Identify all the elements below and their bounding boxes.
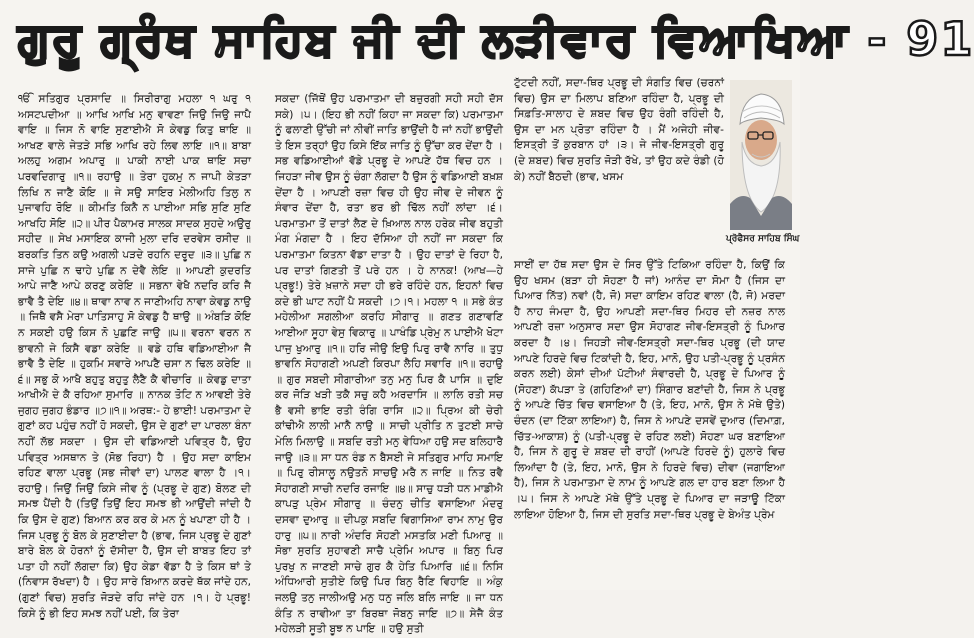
text-column-3-lower [514,258,785,590]
author-photo [730,80,792,230]
column-3-bottom-text: ਸਾਈਂ ਦਾ ਹੱਥ ਸਦਾ ਉਸ ਦੇ ਸਿਰ ਉੱਤੇ ਟਿਕਿਆ ਰਹਿੰਦਾ ਹੈ, ਕਿਉਂ ਕਿ ਉਹ ਖਸਮ (ਬੜਾ ਹੀ ਸੋਹਣਾ ਹੈ ਜਾਂ) ਆਨੰਦ ਦਾ ਸੋਮਾ ਹੈ (ਜਿਸ ਦਾ ਪਿਆਰ ਨਿੱਤ) ਨਵਾਂ (ਹੈ, ਜੋ) ਸਦਾ ਕਾਇਮ ਰਹਿਣ ਵਾਲਾ (ਹੈ, ਜੋ) ਮਰਦਾ ਹੈ ਨਾਹ ਜੰਮਦਾ ਹੈ, ਉਹ ਆਪਣੀ ਸਦਾ-ਥਿਰ ਮਿਹਰ ਦੀ ਨਜ਼ਰ ਨਾਲ ਆਪਣੀ ਰਜ਼ਾ ਅਨੁਸਾਰ ਸਦਾ ਉਸ ਸੋਹਾਗਣ ਜੀਵ-ਇਸਤ੍ਰੀ ਨੂੰ ਪਿਆਰ ਕਰਦਾ ਹੈ ।੪। ਜਿਹੜੀ ਜੀਵ-ਇਸਤ੍ਰੀ ਸਦਾ-ਥਿਰ ਪ੍ਰਭੂ (ਦੀ ਯਾਦ ਆਪਣੇ ਹਿਰਦੇ ਵਿਚ ਟਿਕਾਂਦੀ ਹੈ, ਇਹ, ਮਾਨੋ, ਉਹ ਪਤੀ-ਪ੍ਰਭੂ ਨੂੰ ਪ੍ਰਸੰਨ ਕਰਨ ਲਈ) ਕੇਸਾਂ ਦੀਆਂ ਪੱਟੀਆਂ ਸੰਵਾਰਦੀ ਹੈ, ਪ੍ਰਭੂ ਦੇ ਪਿਆਰ ਨੂੰ (ਸੋਹਣਾ) ਕੱਪੜਾ ਤੇ (ਗਹਿਣਿਆਂ ਦਾ) ਸਿੰਗਾਰ ਬਣਾਂਦੀ ਹੈ, ਜਿਸ ਨੇ ਪ੍ਰਭੂ ਨੂੰ ਆਪਣੇ ਚਿੱਤ ਵਿਚ ਵਸਾਇਆ ਹੈ (ਤੇ, ਇਹ, ਮਾਨੋ, ਉਸ ਨੇ ਮੱਥੇ ਉਤੇ) ਚੰਦਨ (ਦਾ ਟਿੱਕਾ ਲਾਇਆ) ਹੈ, ਜਿਸ ਨੇ ਆਪਣੇ ਦਸਵੇਂ ਦੁਆਰ (ਦਿਮਾਗ਼, ਚਿੱਤ-ਆਕਾਸ਼) ਨੂੰ (ਪਤੀ-ਪ੍ਰਭੂ ਦੇ ਰਹਿਣ ਲਈ) ਸੋਹਣਾ ਘਰ ਬਣਾਇਆ ਹੈ, ਜਿਸ ਨੇ ਗੁਰੂ ਦੇ ਸ਼ਬਦ ਦੀ ਰਾਹੀਂ (ਆਪਣੇ ਹਿਰਦੇ ਨੂੰ) ਹੁਲਾਰੇ ਵਿਚ ਲਿਆਂਦਾ ਹੈ (ਤੇ, ਇਹ, ਮਾਨੋ, ਉਸ ਨੇ ਹਿਰਦੇ ਵਿਚ) ਦੀਵਾ (ਜਗਾਇਆ ਹੈ), ਜਿਸ ਨੇ ਪਰਮਾਤਮਾ ਦੇ ਨਾਮ ਨੂੰ ਆਪਣੇ ਗਲ ਦਾ ਹਾਰ ਬਣਾ ਲਿਆ ਹੈ ।੫। ਜਿਸ ਨੇ ਆਪਣੇ ਮੱਥੇ ਉੱਤੇ ਪ੍ਰਭੂ ਦੇ ਪਿਆਰ ਦਾ ਜੜਾਊ ਟਿੱਕਾ ਲਾਇਆ ਹੋਇਆ ਹੈ, ਜਿਸ ਦੀ ਸੁਰਤਿ ਸਦਾ-ਥਿਰ ਪ੍ਰਭੂ ਦੇ ਬੇਅੰਤ ਪ੍ਰੇਮ [514,259,785,521]
column-1-text: ੴ ਸਤਿਗੁਰ ਪ੍ਰਸਾਦਿ ॥ ਸਿਰੀਰਾਗੁ ਮਹਲਾ ੧ ਘਰੁ ੧ ਅਸਟਪਦੀਆ ॥ ਆਖਿ ਆਖਿ ਮਨੁ ਵਾਵਣਾ ਜਿਉ ਜਿਉ ਜਾਪੈ ਵਾਇ ॥ ਜਿਸ ਨੋ ਵਾਇ ਸੁਣਾਈਐ ਸੋ ਕੇਵਡੁ ਕਿਤੁ ਥਾਇ ॥ ਆਖਣ ਵਾਲੇ ਜੇਤੜੇ ਸਭਿ ਆਖਿ ਰਹੇ ਲਿਵ ਲਾਇ ॥੧॥ ਬਾਬਾ ਅਲਹੁ ਅਗਮ ਅਪਾਰੁ ॥ ਪਾਕੀ ਨਾਈ ਪਾਕ ਥਾਇ ਸਚਾ ਪਰਵਦਿਗਾਰੁ ॥੧॥ ਰਹਾਉ ॥ ਤੇਰਾ ਹੁਕਮੁ ਨ ਜਾਪੀ ਕੇਤੜਾ ਲਿਖਿ ਨ ਜਾਣੈ ਕੋਇ ॥ ਜੇ ਸਉ ਸਾਇਰ ਮੇਲੀਅਹਿ ਤਿਲੁ ਨ ਪੁਜਾਵਹਿ ਰੋਇ ॥ ਕੀਮਤਿ ਕਿਨੈ ਨ ਪਾਈਆ ਸਭਿ ਸੁਣਿ ਸੁਣਿ ਆਖਹਿ ਸੋਇ ॥੨॥ ਪੀਰ ਪੈਕਾਮਰ ਸਾਲਕ ਸਾਦਕ ਸੁਹਦੇ ਅਉਰੁ ਸਹੀਦ ॥ ਸੇਖ ਮਸਾਇਕ ਕਾਜੀ ਮੁਲਾ ਦਰਿ ਦਰਵੇਸ ਰਸੀਦ ॥ ਬਰਕਤਿ ਤਿਨ ਕਉ ਅਗਲੀ ਪੜਦੇ ਰਹਨਿ ਦਰੂਦ ॥੩॥ ਪੁਛਿ ਨ ਸਾਜੇ ਪੁਛਿ ਨ ਢਾਹੇ ਪੁਛਿ ਨ ਦੇਵੈ ਲੇਇ ॥ ਆਪਣੀ ਕੁਦਰਤਿ ਆਪੇ ਜਾਣੈ ਆਪੇ ਕਰਣੁ ਕਰੇਇ ॥ ਸਭਨਾ ਵੇਖੈ ਨਦਰਿ ਕਰਿ ਜੈ ਭਾਵੈ ਤੈ ਦੇਇ ॥੪॥ ਥਾਵਾ ਨਾਵ ਨ ਜਾਣੀਅਹਿ ਨਾਵਾ ਕੇਵਡੁ ਨਾਉ ॥ ਜਿਥੈ ਵਸੈ ਮੇਰਾ ਪਾਤਿਸਾਹੁ ਸੋ ਕੇਵਡੁ ਹੈ ਥਾਉ ॥ ਅੰਬੜਿ ਕੋਇ ਨ ਸਕਈ ਹਉ ਕਿਸ ਨੋ ਪੁਛਣਿ ਜਾਉ ॥੫॥ ਵਰਨਾ ਵਰਨ ਨ ਭਾਵਨੀ ਜੇ ਕਿਸੈ ਵਡਾ ਕਰੇਇ ॥ ਵਡੇ ਹਥਿ ਵਡਿਆਈਆ ਜੈ ਭਾਵੈ ਤੈ ਦੇਇ ॥ ਹੁਕਮਿ ਸਵਾਰੇ ਆਪਣੈ ਚਸਾ ਨ ਢਿਲ ਕਰੇਇ ॥੬॥ ਸਭੁ ਕੋ ਆਖੈ ਬਹੁਤੁ ਬਹੁਤੁ ਲੈਣੈ ਕੈ ਵੀਚਾਰਿ ॥ ਕੇਵਡੁ ਦਾਤਾ ਆਖੀਐ ਦੇ ਕੈ ਰਹਿਆ ਸੁਮਾਰਿ ॥ ਨਾਨਕ ਤੋਟਿ ਨ ਆਵਈ ਤੇਰੇ ਜੁਗਹ ਜੁਗਹ ਭੰਡਾਰ ॥੭॥੧॥ ਅਰਥ:- ਹੇ ਭਾਈ! ਪਰਮਾਤਮਾ ਦੇ ਗੁਣਾਂ ਕਹ ਪਹੁੰਚ ਨਹੀਂ ਹੋ ਸਕਦੀ, ਉਸ ਦੇ ਗੁਣਾਂ ਦਾ ਪਾਰਲਾ ਬੰਨਾ ਨਹੀਂ ਲੱਭ ਸਕਦਾ । ਉਸ ਦੀ ਵਡਿਆਈ ਪਵਿਤ੍ਰ ਹੈ, ਉਹ ਪਵਿਤ੍ਰ ਅਸਥਾਨ ਤੇ (ਸੋਭ ਰਿਹਾ) ਹੈ । ਉਹ ਸਦਾ ਕਾਇਮ ਰਹਿਣ ਵਾਲਾ ਪ੍ਰਭੂ (ਸਭ ਜੀਵਾਂ ਦਾ) ਪਾਲਣ ਵਾਲਾ ਹੈ ।੧।ਰਹਾਉ। ਜਿਉਂ ਜਿਉਂ ਕਿਸੇ ਜੀਵ ਨੂੰ (ਪ੍ਰਭੂ ਦੇ ਗੁਣ) ਬੋਲਣ ਦੀ ਸਮਝ ਪੈਂਦੀ ਹੈ (ਤਿਉਂ ਤਿਉਂ ਇਹ ਸਮਝ ਭੀ ਆਉਂਦੀ ਜਾਂਦੀ ਹੈ ਕਿ ਉਸ ਦੇ ਗੁਣ) ਬਿਆਨ ਕਰ ਕਰ ਕੇ ਮਨ ਨੂੰ ਖਪਾਣਾ ਹੀ ਹੈ । ਜਿਸ ਪ੍ਰਭੂ ਨੂੰ ਬੋਲ ਕੇ ਸੁਣਾਈਦਾ ਹੈ (ਭਾਵ, ਜਿਸ ਪ੍ਰਭੂ ਦੇ ਗੁਣਾਂ ਬਾਰੇ ਬੋਲ ਕੇ ਹੋਰਨਾਂ ਨੂੰ ਦੱਸੀਦਾ ਹੈ, ਉਸ ਦੀ ਬਾਬਤ ਇਹ ਤਾਂ ਪਤਾ ਹੀ ਨਹੀਂ ਲੱਗਦਾ ਕਿ) ਉਹ ਕੇਡਾ ਵੱਡਾ ਹੈ ਤੇ ਕਿਸ ਥਾਂ ਤੇ (ਨਿਵਾਸ ਰੱਖਦਾ) ਹੈ । ਉਹ ਸਾਰੇ ਬਿਆਨ ਕਰਦੇ ਥੱਕ ਜਾਂਦੇ ਹਨ, (ਗੁਣਾਂ ਵਿਚ) ਸੁਰਤਿ ਜੋੜਦੇ ਰਹਿ ਜਾਂਦੇ ਹਨ ।੧। ਹੇ ਪ੍ਰਭੂ! ਕਿਸੇ ਨੂੰ ਭੀ ਇਹ ਸਮਝ ਨਹੀਂ ਪਈ, ਕਿ ਤੇਰਾ [18,93,251,620]
page-title: ਗੁਰੂ ਗ੍ਰੰਥ ਸਾਹਿਬ ਜੀ ਦੀ ਲੜੀਵਾਰ ਵਿਆਖਿਆ - 91 [18,12,974,66]
author-portrait-icon [730,80,792,230]
column-2-text: ਸਕਦਾ (ਜਿੱਥੋਂ ਉਹ ਪਰਮਾਤਮਾ ਦੀ ਬਜ਼ੁਰਗੀ ਸਹੀ ਸਹੀ ਦੱਸ ਸਕੇ) ।੫। (ਇਹ ਭੀ ਨਹੀਂ ਕਿਹਾ ਜਾ ਸਕਦਾ ਕਿ) ਪਰਮਾਤਮਾ ਨੂੰ ਫਲਾਣੀ ਉੱਚੀ ਜਾਂ ਨੀਵੀਂ ਜਾਤਿ ਭਾਉਂਦੀ ਹੈ ਜਾਂ ਨਹੀਂ ਭਾਉਂਦੀ ਤੇ ਇਸ ਤਰ੍ਹਾਂ ਉਹ ਕਿਸੇ ਇੱਕ ਜਾਤਿ ਨੂੰ ਉੱਚਾ ਕਰ ਦੇਂਦਾ ਹੈ । ਸਭ ਵਡਿਆਈਆਂ ਵੱਡੇ ਪ੍ਰਭੂ ਦੇ ਆਪਣੇ ਹੱਥ ਵਿਚ ਹਨ । ਜਿਹੜਾ ਜੀਵ ਉਸ ਨੂੰ ਚੰਗਾ ਲੱਗਦਾ ਹੈ ਉਸ ਨੂੰ ਵਡਿਆਈ ਬਖ਼ਸ਼ ਦੇਂਦਾ ਹੈ । ਆਪਣੀ ਰਜ਼ਾ ਵਿਚ ਹੀ ਉਹ ਜੀਵ ਦੇ ਜੀਵਨ ਨੂੰ ਸੰਵਾਰ ਦੇਂਦਾ ਹੈ, ਰਤਾ ਭਰ ਭੀ ਢਿੱਲ ਨਹੀਂ ਲਾਂਦਾ ।੬। ਪਰਮਾਤਮਾ ਤੋਂ ਦਾਤਾਂ ਲੈਣ ਦੇ ਖ਼ਿਆਲ ਨਾਲ ਹਰੇਕ ਜੀਵ ਬਹੁਤੀ ਮੰਗ ਮੰਗਦਾ ਹੈ । ਇਹ ਦੱਸਿਆ ਹੀ ਨਹੀਂ ਜਾ ਸਕਦਾ ਕਿ ਪਰਮਾਤਮਾ ਕਿਤਨਾ ਵੱਡਾ ਦਾਤਾ ਹੈ । ਉਹ ਦਾਤਾਂ ਦੇ ਰਿਹਾ ਹੈ, ਪਰ ਦਾਤਾਂ ਗਿਣਤੀ ਤੋਂ ਪਰੇ ਹਨ । ਹੇ ਨਾਨਕ! (ਆਖ—ਹੇ ਪ੍ਰਭੂ!) ਤੇਰੇ ਖ਼ਜ਼ਾਨੇ ਸਦਾ ਹੀ ਭਰੇ ਰਹਿੰਦੇ ਹਨ, ਇਹਨਾਂ ਵਿਚ ਕਦੇ ਭੀ ਘਾਟ ਨਹੀਂ ਪੈ ਸਕਦੀ ।੭।੧। ਮਹਲਾ ੧ ॥ ਸਭੇ ਕੰਤ ਮਹੇਲੀਆ ਸਗਲੀਆ ਕਰਹਿ ਸੀਗਾਰੁ ॥ ਗਣਤ ਗਣਾਵਣਿ ਆਈਆ ਸੂਹਾ ਵੇਸੁ ਵਿਕਾਰੁ ॥ ਪਾਖੰਡਿ ਪ੍ਰੇਮੁ ਨ ਪਾਈਐ ਖੋਟਾ ਪਾਜੁ ਖੁਆਰੁ ॥੧॥ ਹਰਿ ਜੀਉ ਇਉ ਪਿਰੁ ਰਾਵੈ ਨਾਰਿ ॥ ਤੁਧੁ ਭਾਵਨਿ ਸੋਹਾਗਣੀ ਅਪਣੀ ਕਿਰਪਾ ਲੈਹਿ ਸਵਾਰਿ ॥੧॥ ਰਹਾਉ ॥ ਗੁਰ ਸਬਦੀ ਸੀਗਾਰੀਆ ਤਨੁ ਮਨੁ ਪਿਰ ਕੈ ਪਾਸਿ ॥ ਦੁਇ ਕਰ ਜੋੜਿ ਖੜੀ ਤਕੈ ਸਚੁ ਕਹੈ ਅਰਦਾਸਿ ॥ ਲਾਲਿ ਰਤੀ ਸਚ ਭੈ ਵਸੀ ਭਾਇ ਰਤੀ ਰੰਗਿ ਰਾਸਿ ॥੨॥ ਪ੍ਰਿਅ ਕੀ ਚੇਰੀ ਕਾਂਢੀਐ ਲਾਲੀ ਮਾਨੈ ਨਾਉ ॥ ਸਾਚੀ ਪ੍ਰੀਤਿ ਨ ਤੁਟਈ ਸਾਚੇ ਮੇਲਿ ਮਿਲਾਉ ॥ ਸਬਦਿ ਰਤੀ ਮਨੁ ਵੇਧਿਆ ਹਉ ਸਦ ਬਲਿਹਾਰੈ ਜਾਉ ॥੩॥ ਸਾ ਧਨ ਰੰਡ ਨ ਬੈਸਈ ਜੇ ਸਤਿਗੁਰ ਮਾਹਿ ਸਮਾਇ ॥ ਪਿਰੁ ਰੀਸਾਲੂ ਨਉਤਨੋ ਸਾਚਉ ਮਰੈ ਨ ਜਾਇ ॥ ਨਿਤ ਰਵੈ ਸੋਹਾਗਣੀ ਸਾਚੀ ਨਦਰਿ ਰਜਾਇ ॥੪॥ ਸਾਚੁ ਧੜੀ ਧਨ ਮਾਡੀਐ ਕਾਪੜੁ ਪ੍ਰੇਮ ਸੀਗਾਰੁ ॥ ਚੰਦਨੁ ਚੀਤਿ ਵਸਾਇਆ ਮੰਦਰੁ ਦਸਵਾ ਦੁਆਰੁ ॥ ਦੀਪਕੁ ਸਬਦਿ ਵਿਗਾਸਿਆ ਰਾਮ ਨਾਮੁ ਉਰ ਹਾਰੁ ॥੫॥ ਨਾਰੀ ਅੰਦਰਿ ਸੋਹਣੀ ਮਸਤਕਿ ਮਣੀ ਪਿਆਰੁ ॥ ਸੋਭਾ ਸੁਰਤਿ ਸੁਹਾਵਣੀ ਸਾਚੈ ਪ੍ਰੇਮਿ ਅਪਾਰ ॥ ਬਿਨੁ ਪਿਰ ਪੁਰਖੁ ਨ ਜਾਣਈ ਸਾਚੇ ਗੁਰ ਕੈ ਹੇਤਿ ਪਿਆਰਿ ॥੬॥ ਨਿਸਿ ਅੰਧਿਆਰੀ ਸੁਤੀਏ ਕਿਉ ਪਿਰ ਬਿਨੁ ਰੈਣਿ ਵਿਹਾਇ ॥ ਅੰਕੁ ਜਲਉ ਤਨੁ ਜਾਲੀਅਉ ਮਨੁ ਧਨੁ ਜਲਿ ਬਲਿ ਜਾਇ ॥ ਜਾ ਧਨ ਕੰਤਿ ਨ ਰਾਵੀਆ ਤਾ ਬਿਰਥਾ ਜੋਬਨੁ ਜਾਇ ॥੭॥ ਸੇਜੈ ਕੰਤ ਮਹੇਲੜੀ ਸੂਤੀ ਬੂਝ ਨ ਪਾਇ ॥ ਹਉ ਸੁਤੀ [275,93,503,636]
header [0,0,974,78]
text-column-2 [275,92,503,636]
column-3-top-text: ਟੁੱਟਦੀ ਨਹੀਂ, ਸਦਾ-ਥਿਰ ਪ੍ਰਭੂ ਦੀ ਸੰਗਤਿ ਵਿਚ (ਚਰਨਾਂ ਵਿਚ) ਉਸ ਦਾ ਮਿਲਾਪ ਬਣਿਆ ਰਹਿੰਦਾ ਹੈ, ਪ੍ਰਭੂ ਦੀ ਸਿਫ਼ਤਿ-ਸਾਲਾਹ ਦੇ ਸ਼ਬਦ ਵਿਚ ਉਹ ਰੰਗੀ ਰਹਿੰਦੀ ਹੈ, ਉਸ ਦਾ ਮਨ ਪ੍ਰੋਤਾ ਰਹਿੰਦਾ ਹੈ । ਮੈਂ ਅਜੇਹੀ ਜੀਵ-ਇਸਤ੍ਰੀ ਤੋਂ ਕੁਰਬਾਨ ਹਾਂ ।੩। ਜੇ ਜੀਵ-ਇਸਤ੍ਰੀ ਗੁਰੂ (ਦੇ ਸ਼ਬਦ) ਵਿਚ ਸੁਰਤਿ ਜੋੜੀ ਰੱਖੇ, ਤਾਂ ਉਹ ਕਦੇ ਰੰਡੀ (ਹੋ ਕੇ) ਨਹੀਂ ਬੈਠਦੀ (ਭਾਵ, ਖਸਮ [514,77,724,183]
text-column-1 [18,92,251,620]
author-caption: ਪ੍ਰੋਫੈਸਰ ਸਾਹਿਬ ਸਿੰਘ [726,234,800,244]
